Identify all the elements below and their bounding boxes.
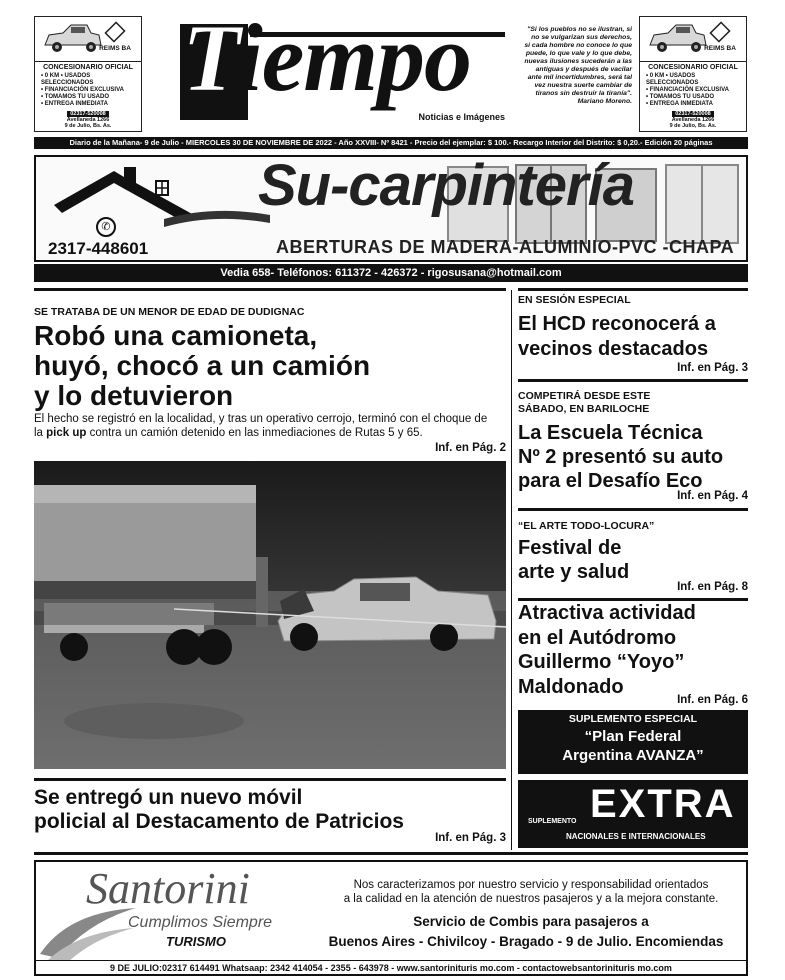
carpinteria-contact-bar: Vedia 658- Teléfonos: 611372 - 426372 - rigosusana@hotmail.com [34, 264, 748, 282]
divider [518, 379, 748, 382]
carpinteria-tagline: ABERTURAS DE MADERA-ALUMINIO-PVC -CHAPA [276, 237, 735, 257]
extra-title: EXTRA [590, 782, 736, 826]
santorini-slogan: Cumplimos Siempre [128, 914, 273, 931]
lead-emphasis: pick up [46, 427, 87, 439]
divider [518, 288, 748, 291]
lead-text: la [34, 427, 47, 439]
dealer-list [646, 73, 746, 108]
carpinteria-phone: 2317-448601 [48, 239, 149, 258]
supplement-line: “Plan Federal [584, 728, 682, 745]
dealer-ad-right [639, 16, 747, 132]
extra-small-label: SUPLEMENTO [528, 818, 577, 825]
brand-name: REIMS BA [704, 45, 736, 52]
dealer-city: 9 de Julio, Bs. As. [669, 123, 717, 129]
extra-subtitle: NACIONALES E INTERNACIONALES [566, 832, 706, 841]
divider [34, 852, 748, 855]
house-roof-graphic [44, 161, 274, 237]
headline-line: Festival de [518, 537, 622, 559]
dealer-title: CONCESIONARIO OFICIAL [35, 61, 141, 71]
logo-text [182, 4, 472, 111]
sidebar-page-ref[interactable]: Inf. en Pág. 6 [677, 694, 748, 706]
headline-line: Nº 2 presentó su auto [518, 446, 724, 468]
headline-line: Atractiva actividad [518, 602, 696, 624]
logo-subtitle: Noticias e Imágenes [418, 112, 505, 122]
lead-line [34, 426, 506, 440]
dealer-title: CONCESIONARIO OFICIAL [640, 61, 746, 71]
headline-line: Guillermo “Yoyo” [518, 651, 685, 673]
pickup-truck-image [41, 21, 103, 55]
newspaper-logo [180, 4, 505, 124]
renault-logo-icon [709, 21, 730, 42]
headline-line: policial al Destacamento de Patricios [34, 810, 404, 833]
dealer-contact [640, 111, 746, 129]
supplement-line: Argentina AVANZA” [562, 747, 704, 764]
santorini-description [316, 878, 746, 906]
list-item: • FINANCIACIÓN EXCLUSIVA [646, 87, 729, 93]
logo-rest: iempo [236, 4, 472, 111]
headline-line: huyó, chocó a un camión [34, 350, 371, 381]
column-divider [511, 290, 512, 850]
kicker-line: COMPETIRÁ DESDE ESTE [518, 390, 651, 402]
santorini-ad [34, 860, 748, 976]
main-story-page-ref[interactable]: Inf. en Pág. 2 [435, 442, 506, 454]
crash-photo [34, 461, 506, 769]
brand-logo [700, 21, 740, 52]
extra-supplement-box[interactable] [518, 780, 748, 848]
whatsapp-icon: ✆ [96, 217, 116, 237]
supplement-title [518, 727, 748, 765]
santorini-contact-bar: 9 DE JULIO:02317 614491 Whatsaap: 2342 414054 - 2355 - 643978 - www.santorinituris mo.com - contactowebsantorinituris mo.com [36, 960, 746, 974]
second-story-headline[interactable] [34, 786, 404, 834]
santorini-routes: Buenos Aires - Chivilcoy - Bragado - 9 de Julio. Encomiendas [328, 934, 724, 949]
headline-line: La Escuela Técnica [518, 422, 703, 444]
list-item: • 0 KM • USADOS SELECCIONADOS [41, 73, 94, 86]
supplement-label: SUPLEMENTO ESPECIAL [568, 713, 698, 725]
divider [518, 508, 748, 511]
dealer-phone: 02317-520008 [672, 111, 713, 117]
second-story-page-ref[interactable]: Inf. en Pág. 3 [435, 832, 506, 844]
masthead-quote: "Si los pueblos no se ilustran, si no se vulgarizan sus derechos, si cada hombre no conoce lo que puede, lo que vale y lo que debe, nuevas ilusiones sucederán a las antiguas y después de vacilar ante mil incertidumbres, será tal vez nuestra suerte cambiar de tiranos sin destruir la tiranía". Mariano Moreno. [524, 26, 632, 105]
dealer-contact [35, 111, 141, 129]
santorini-service: Servicio de Combis para pasajeros a [413, 914, 649, 929]
list-item: • TOMAMOS TU USADO [646, 94, 714, 100]
dealer-list [41, 73, 141, 108]
santorini-name: Santorini [86, 864, 250, 913]
dealer-address: Avellaneda 1266 [671, 117, 715, 123]
headline-line: arte y salud [518, 561, 630, 583]
renault-logo-icon [104, 21, 125, 42]
lead-text: contra un camión detenido en las inmediaciones de Rutas 5 y 65. [86, 427, 423, 439]
logo-initial: T [182, 4, 237, 111]
lead-line: El hecho se registró en la localidad, y tras un operativo cerrojo, terminó con el choque de [34, 413, 488, 425]
list-item: • TOMAMOS TU USADO [41, 94, 109, 100]
main-story-headline[interactable] [34, 321, 370, 411]
dealer-ad-left [34, 16, 142, 132]
pickup-truck-image [646, 21, 708, 55]
headline-line: Se entregó un nuevo móvil [34, 786, 303, 809]
brand-name: REIMS BA [99, 45, 131, 52]
sidebar-page-ref[interactable]: Inf. en Pág. 8 [677, 581, 748, 593]
dealer-city: 9 de Julio, Bs. As. [64, 123, 112, 129]
santorini-type: TURISMO [166, 934, 226, 949]
supplement-box[interactable] [518, 710, 748, 774]
sidebar-kicker: EN SESIÓN ESPECIAL [518, 294, 631, 306]
sidebar-headline-festival[interactable] [518, 536, 629, 584]
dealer-phone: 02317-520008 [67, 111, 108, 117]
list-item: • ENTREGA INMEDIATA [41, 101, 108, 107]
list-item: • 0 KM • USADOS SELECCIONADOS [646, 73, 699, 86]
kicker-line: SÁBADO, EN BARILOCHE [518, 403, 650, 415]
sidebar-kicker [518, 390, 650, 416]
main-story-lead [34, 412, 506, 440]
brand-logo [95, 21, 135, 52]
description-line: a la calidad en la atención de nuestros pasajeros y a la mejora constante. [343, 893, 719, 905]
headline-line: vecinos destacados [518, 338, 709, 360]
list-item: • ENTREGA INMEDIATA [646, 101, 713, 107]
headline-line: El HCD reconocerá a [518, 313, 716, 335]
carpinteria-name: Su-carpintería [258, 155, 634, 218]
description-line: Nos caracterizamos por nuestro servicio y responsabilidad orientados [353, 879, 709, 891]
sidebar-kicker: “EL ARTE TODO-LOCURA” [518, 520, 655, 532]
sidebar-page-ref[interactable]: Inf. en Pág. 4 [677, 490, 748, 502]
truck-and-pickup-crash-image [34, 461, 506, 769]
headline-line: Maldonado [518, 675, 624, 698]
dealer-address: Avellaneda 1266 [66, 117, 110, 123]
sidebar-headline-escuela[interactable] [518, 421, 723, 493]
sidebar-page-ref[interactable]: Inf. en Pág. 3 [677, 362, 748, 374]
dateline-bar: Diario de la Mañana- 9 de Julio - MIERCOLES 30 DE NOVIEMBRE DE 2022 - Año XXVIII- Nº 8421 - Precio del ejemplar: $ 100.- Recargo Interior del Distrito: $ 0,20.- Edición 20 páginas [34, 137, 748, 149]
headline-line: Robó una camioneta, [34, 320, 318, 351]
list-item: • FINANCIACIÓN EXCLUSIVA [41, 87, 124, 93]
carpinteria-ad [34, 155, 748, 262]
main-story-kicker: SE TRATABA DE UN MENOR DE EDAD DE DUDIGNAC [34, 306, 305, 318]
sidebar-headline-autodromo[interactable] [518, 601, 696, 699]
sidebar-headline-hcd[interactable] [518, 312, 716, 362]
divider [34, 778, 506, 781]
headline-line: y lo detuvieron [34, 380, 234, 411]
headline-line: en el Autódromo [518, 626, 677, 649]
headline-line: para el Desafío Eco [518, 470, 703, 492]
divider [34, 288, 506, 291]
